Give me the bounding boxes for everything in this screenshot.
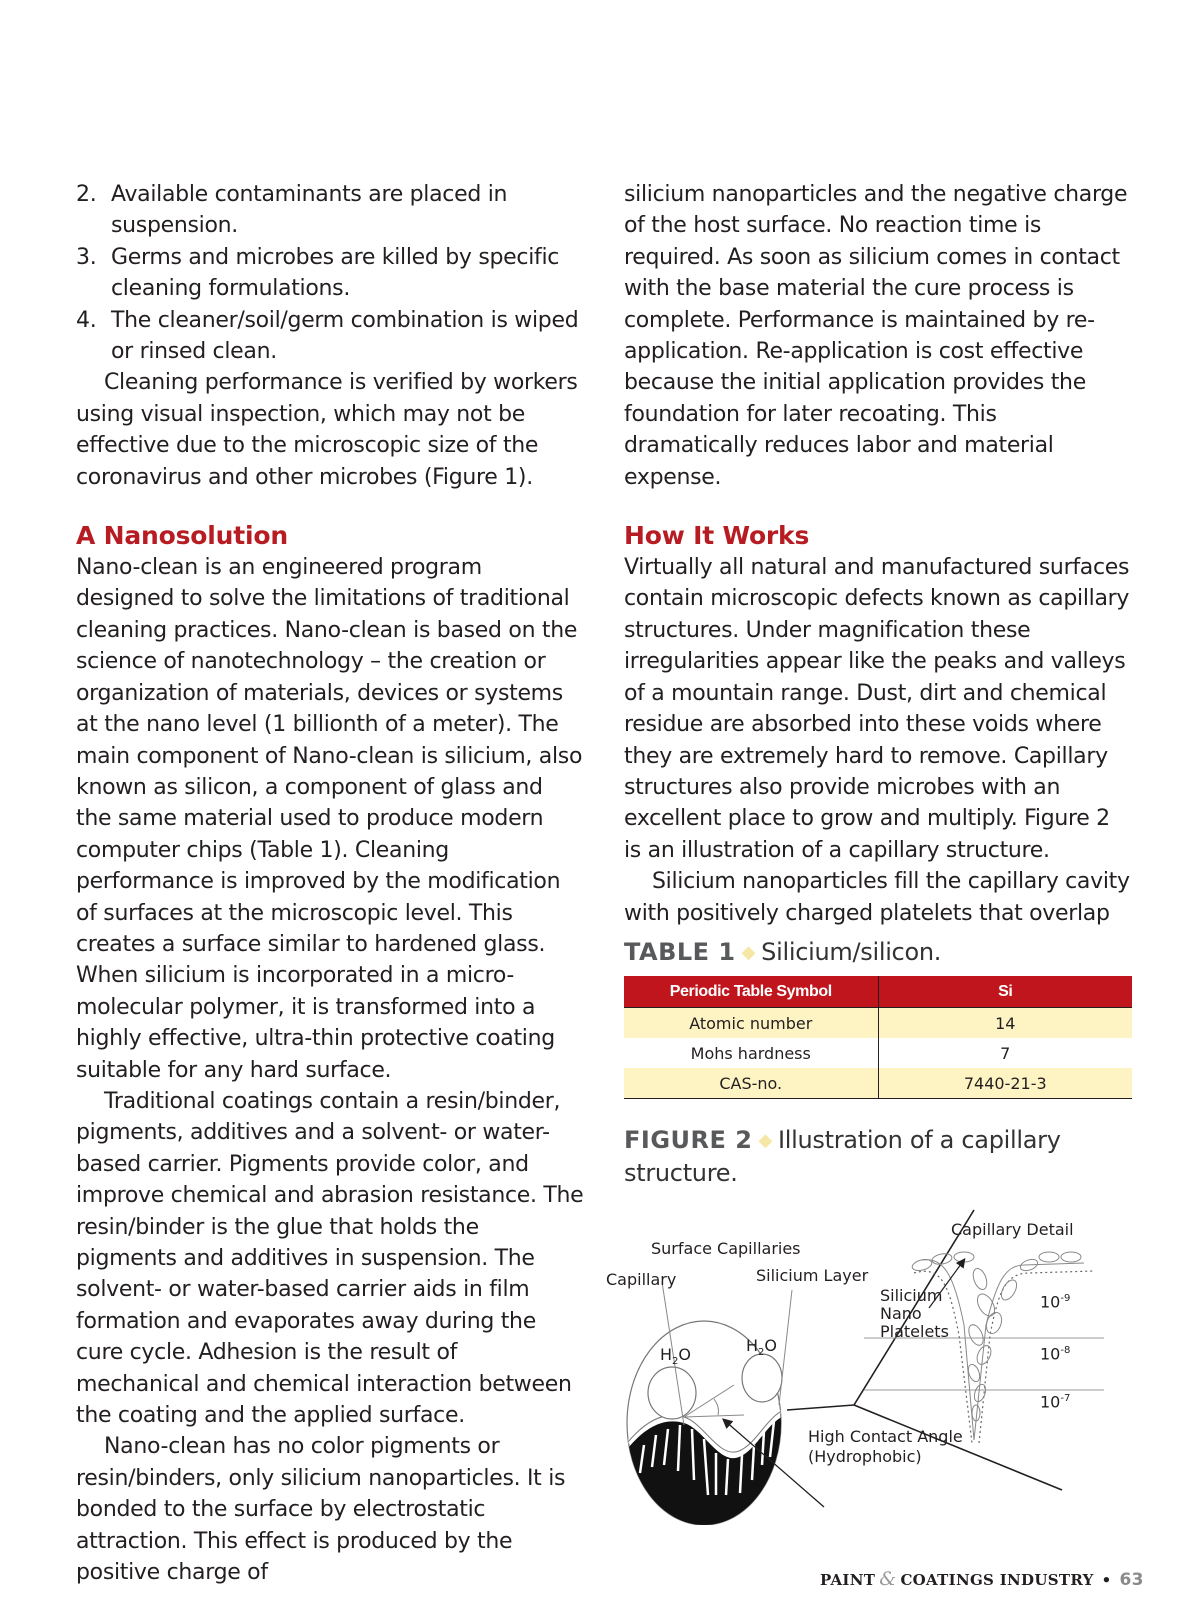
- paragraph-nanosolution: Nano-clean is an engineered program designed to solve the limitations of traditional cleaning practices. Nano-clean is based on the science of nanotechnology – the creation or organization of materials, devices or systems at the nano level (1 billionth of a meter). The main component of Nano-clean is silicium, also known as silicon, a component of glass and the same material used to produce modern computer chips (Table 1). Cleaning performance is improved by the modification of surfaces at the microscopic level. This creates a surface similar to hardened glass. When silicium is incorporated in a micro-molecular polymer, it is transformed into a highly effective, ultra-thin protective coating suitable for any hard surface.: [76, 555, 583, 1083]
- table-caption: [624, 936, 941, 969]
- list-text: The cleaner/soil/germ combination is wiped or rinsed clean.: [111, 307, 579, 365]
- table-header-cell: Periodic Table Symbol: [624, 976, 878, 1008]
- scale-label-1e-8: $10^{-8}$: [1040, 1344, 1071, 1364]
- table-row: [624, 1068, 1132, 1099]
- heading-how-it-works: How It Works: [624, 521, 810, 551]
- table-cell: CAS-no.: [624, 1068, 878, 1099]
- list-text: Available contaminants are placed in suspension.: [111, 182, 508, 239]
- label-h2o-right: $H_2O$: [746, 1336, 777, 1359]
- scale-label-1e-7: $10^{-7}$: [1040, 1392, 1071, 1412]
- table-caption-text: Silicium/silicon.: [761, 938, 942, 966]
- list-item: [76, 305, 584, 368]
- table-cell: Mohs hardness: [624, 1038, 878, 1068]
- figure-label: FIGURE 2: [624, 1126, 753, 1154]
- label-h2o-left: $H_2O$: [660, 1345, 691, 1368]
- figure-caption-text: Illustration of a capillary structure.: [624, 1126, 1061, 1187]
- list-text: Germs and microbes are killed by specific cleaning formulations.: [111, 244, 560, 302]
- steps-list: [76, 179, 584, 367]
- paragraph-verification: Cleaning performance is verified by workers using visual inspection, which may not be effective due to the microscopic size of the coronavirus and other microbes (Figure 1).: [76, 370, 578, 490]
- table-label: TABLE 1: [624, 938, 736, 966]
- table-cell: Atomic number: [624, 1008, 878, 1039]
- label-surface-capillaries: Surface Capillaries: [651, 1239, 801, 1258]
- list-item: [76, 179, 584, 242]
- page-number: 63: [1119, 1570, 1144, 1590]
- scale-label-1e-9: $10^{-9}$: [1040, 1292, 1071, 1312]
- table-cell: 7440-21-3: [878, 1068, 1132, 1099]
- bullet-separator: •: [1101, 1571, 1112, 1589]
- publication-name-part2: COATINGS INDUSTRY: [900, 1571, 1094, 1589]
- diamond-icon: ◆: [741, 942, 756, 963]
- heading-nanosolution: A Nanosolution: [76, 521, 288, 551]
- list-item: [76, 242, 584, 305]
- table-row: [624, 1008, 1132, 1039]
- list-number: 4.: [76, 307, 97, 333]
- left-column: [76, 179, 584, 1588]
- table-row: [624, 1038, 1132, 1068]
- label-capillary: Capillary: [606, 1270, 677, 1289]
- list-number: 2.: [76, 182, 97, 207]
- table-header-row: [624, 976, 1132, 1008]
- publication-name-part1: PAINT: [820, 1571, 876, 1589]
- label-high-contact-angle: High Contact Angle (Hydrophobic): [808, 1427, 963, 1466]
- paragraph-silicium: Silicium nanoparticles fill the capillary cavity with positively charged platelets that overlap: [624, 869, 1130, 926]
- figure-caption: [624, 1124, 1124, 1189]
- table-header-cell: Si: [878, 976, 1132, 1008]
- paragraph-traditional-coatings: Traditional coatings contain a resin/binder, pigments, additives and a solvent- or water-based carrier. Pigments provide color, and improve chemical and abrasion resistance. The resin/binder is the glue that holds the pigments and additives in suspension. The solvent- or water-based carrier aids in film formation and evaporates away during the cure cycle. Adhesion is the result of mechanical and chemical interaction between the coating and the applied surface.: [76, 1088, 584, 1429]
- label-silicium-nano-platelets: Silicium Nano Platelets: [880, 1286, 949, 1341]
- ampersand: &: [879, 1568, 897, 1590]
- right-column: [624, 179, 1132, 929]
- paragraph-nano-clean: Nano-clean has no color pigments or resin/binders, only silicium nanoparticles. It is bonded to the surface by electrostatic attraction. This effect is produced by the positive charge of: [76, 1434, 566, 1586]
- paragraph-how-it-works: Virtually all natural and manufactured surfaces contain microscopic defects known as capillary structures. Under magnification these irregularities appear like the peaks and valleys of a mountain range. Dust, dirt and chemical residue are absorbed into these voids where they are extremely hard to remove. Capillary structures also provide microbes with an excellent place to grow and multiply. Figure 2 is an illustration of a capillary structure.: [624, 555, 1130, 863]
- table-cell: 14: [878, 1008, 1132, 1039]
- silicium-table: [624, 976, 1132, 1099]
- label-capillary-detail: Capillary Detail: [951, 1220, 1074, 1239]
- label-silicium-layer: Silicium Layer: [756, 1266, 869, 1285]
- page-footer: [820, 1568, 1144, 1590]
- list-number: 3.: [76, 244, 97, 270]
- diamond-icon: ◆: [758, 1130, 772, 1151]
- table-cell: 7: [878, 1038, 1132, 1068]
- capillary-illustration: [606, 1195, 1124, 1525]
- paragraph-continued: silicium nanoparticles and the negative charge of the host surface. No reaction time is required. As soon as silicium comes in contact with the base material the cure process is complete. Performance is maintained by re-application. Re-application is cost effective because the initial application provides the foundation for later recoating. This dramatically reduces labor and material expense.: [624, 182, 1128, 490]
